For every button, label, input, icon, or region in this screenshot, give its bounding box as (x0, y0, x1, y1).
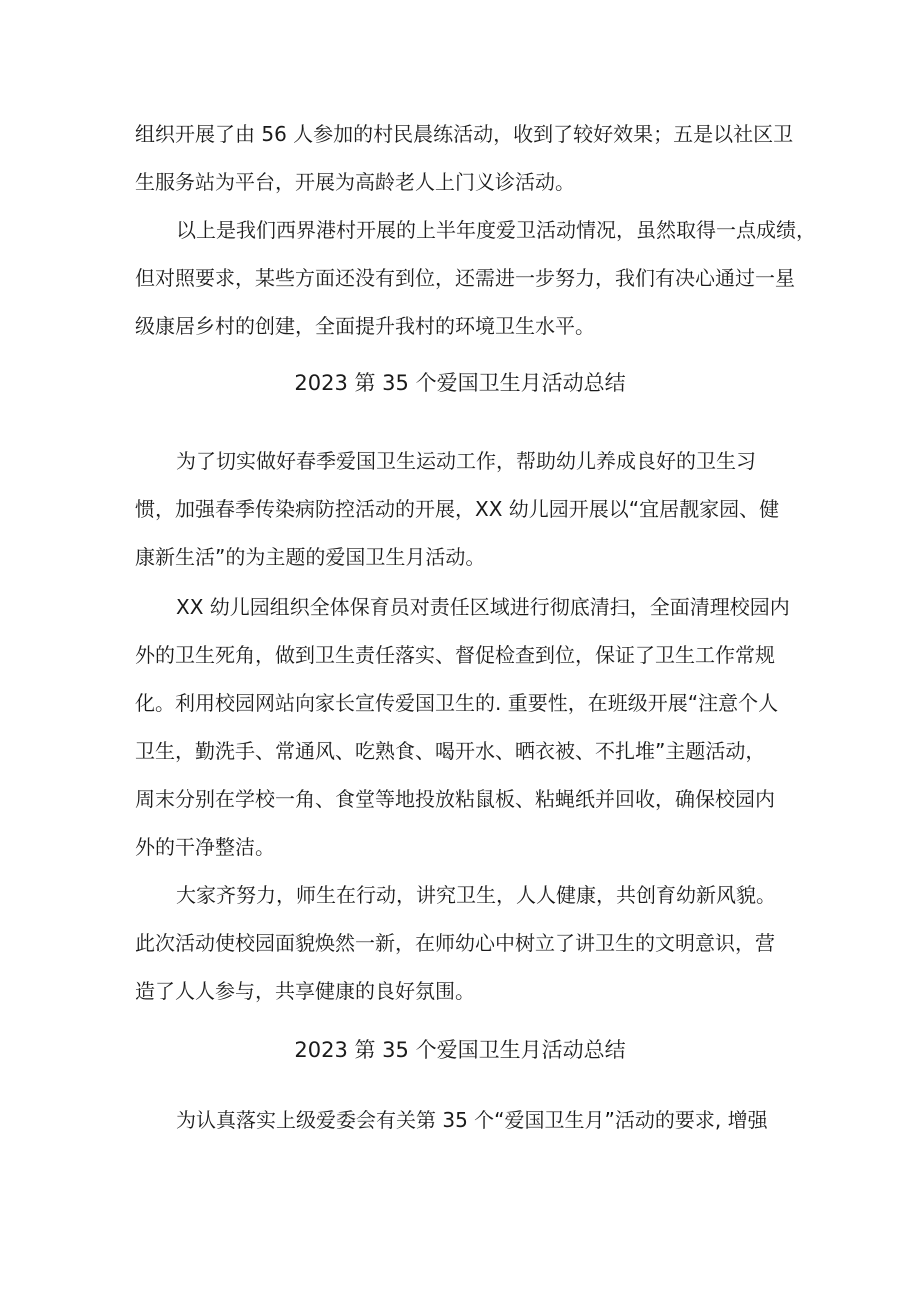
section-heading: 2023 第 35 个爱国卫生月活动总结 (294, 371, 626, 395)
paragraph-line: 造了人人参与，共享健康的良好氛围。 (135, 979, 475, 1003)
paragraph-line: 卫生，勤洗手、常通风、吃熟食、喝开水、晒衣被、不扎堆”主题活动， (135, 739, 766, 763)
paragraph-line: 此次活动使校园面貌焕然一新，在师幼心中树立了讲卫生的文明意识，营 (135, 931, 775, 955)
paragraph-line: 化。利用校园网站向家长宣传爱国卫生的. 重要性，在班级开展“注意个人 (135, 691, 779, 715)
section-heading: 2023 第 35 个爱国卫生月活动总结 (294, 1038, 626, 1062)
paragraph-line: 但对照要求，某些方面还没有到位，还需进一步努力，我们有决心通过一星 (135, 266, 795, 290)
paragraph-line: XX 幼儿园组织全体保育员对责任区域进行彻底清扫，全面清理校园内 (176, 595, 790, 619)
paragraph-line: 组织开展了由 56 人参加的村民晨练活动，收到了较好效果；五是以社区卫 (135, 122, 794, 146)
paragraph-line: 为认真落实上级爱委会有关第 35 个“爱国卫生月”活动的要求, 增强 (176, 1108, 768, 1132)
paragraph-line: 为了切实做好春季爱国卫生运动工作，帮助幼儿养成良好的卫生习 (176, 449, 756, 473)
paragraph-line: 外的干净整洁。 (135, 835, 275, 859)
paragraph-line: 周末分别在学校一角、食堂等地投放粘鼠板、粘蝇纸并回收，确保校园内 (135, 787, 775, 811)
paragraph-line: 外的卫生死角，做到卫生责任落实、督促检查到位，保证了卫生工作常规 (135, 643, 775, 667)
paragraph-line: 大家齐努力，师生在行动，讲究卫生，人人健康，共创育幼新风貌。 (176, 883, 776, 907)
paragraph-line: 康新生活”的为主题的爱国卫生月活动。 (135, 545, 486, 569)
paragraph-line: 级康居乡村的创建，全面提升我村的环境卫生水平。 (135, 314, 595, 338)
paragraph-line: 以上是我们西界港村开展的上半年度爱卫活动情况，虽然取得一点成绩， (176, 218, 816, 242)
paragraph-line: 生服务站为平台，开展为高龄老人上门义诊活动。 (135, 170, 575, 194)
paragraph-line: 惯，加强春季传染病防控活动的开展，XX 幼儿园开展以“宜居靓家园、健 (135, 497, 780, 521)
